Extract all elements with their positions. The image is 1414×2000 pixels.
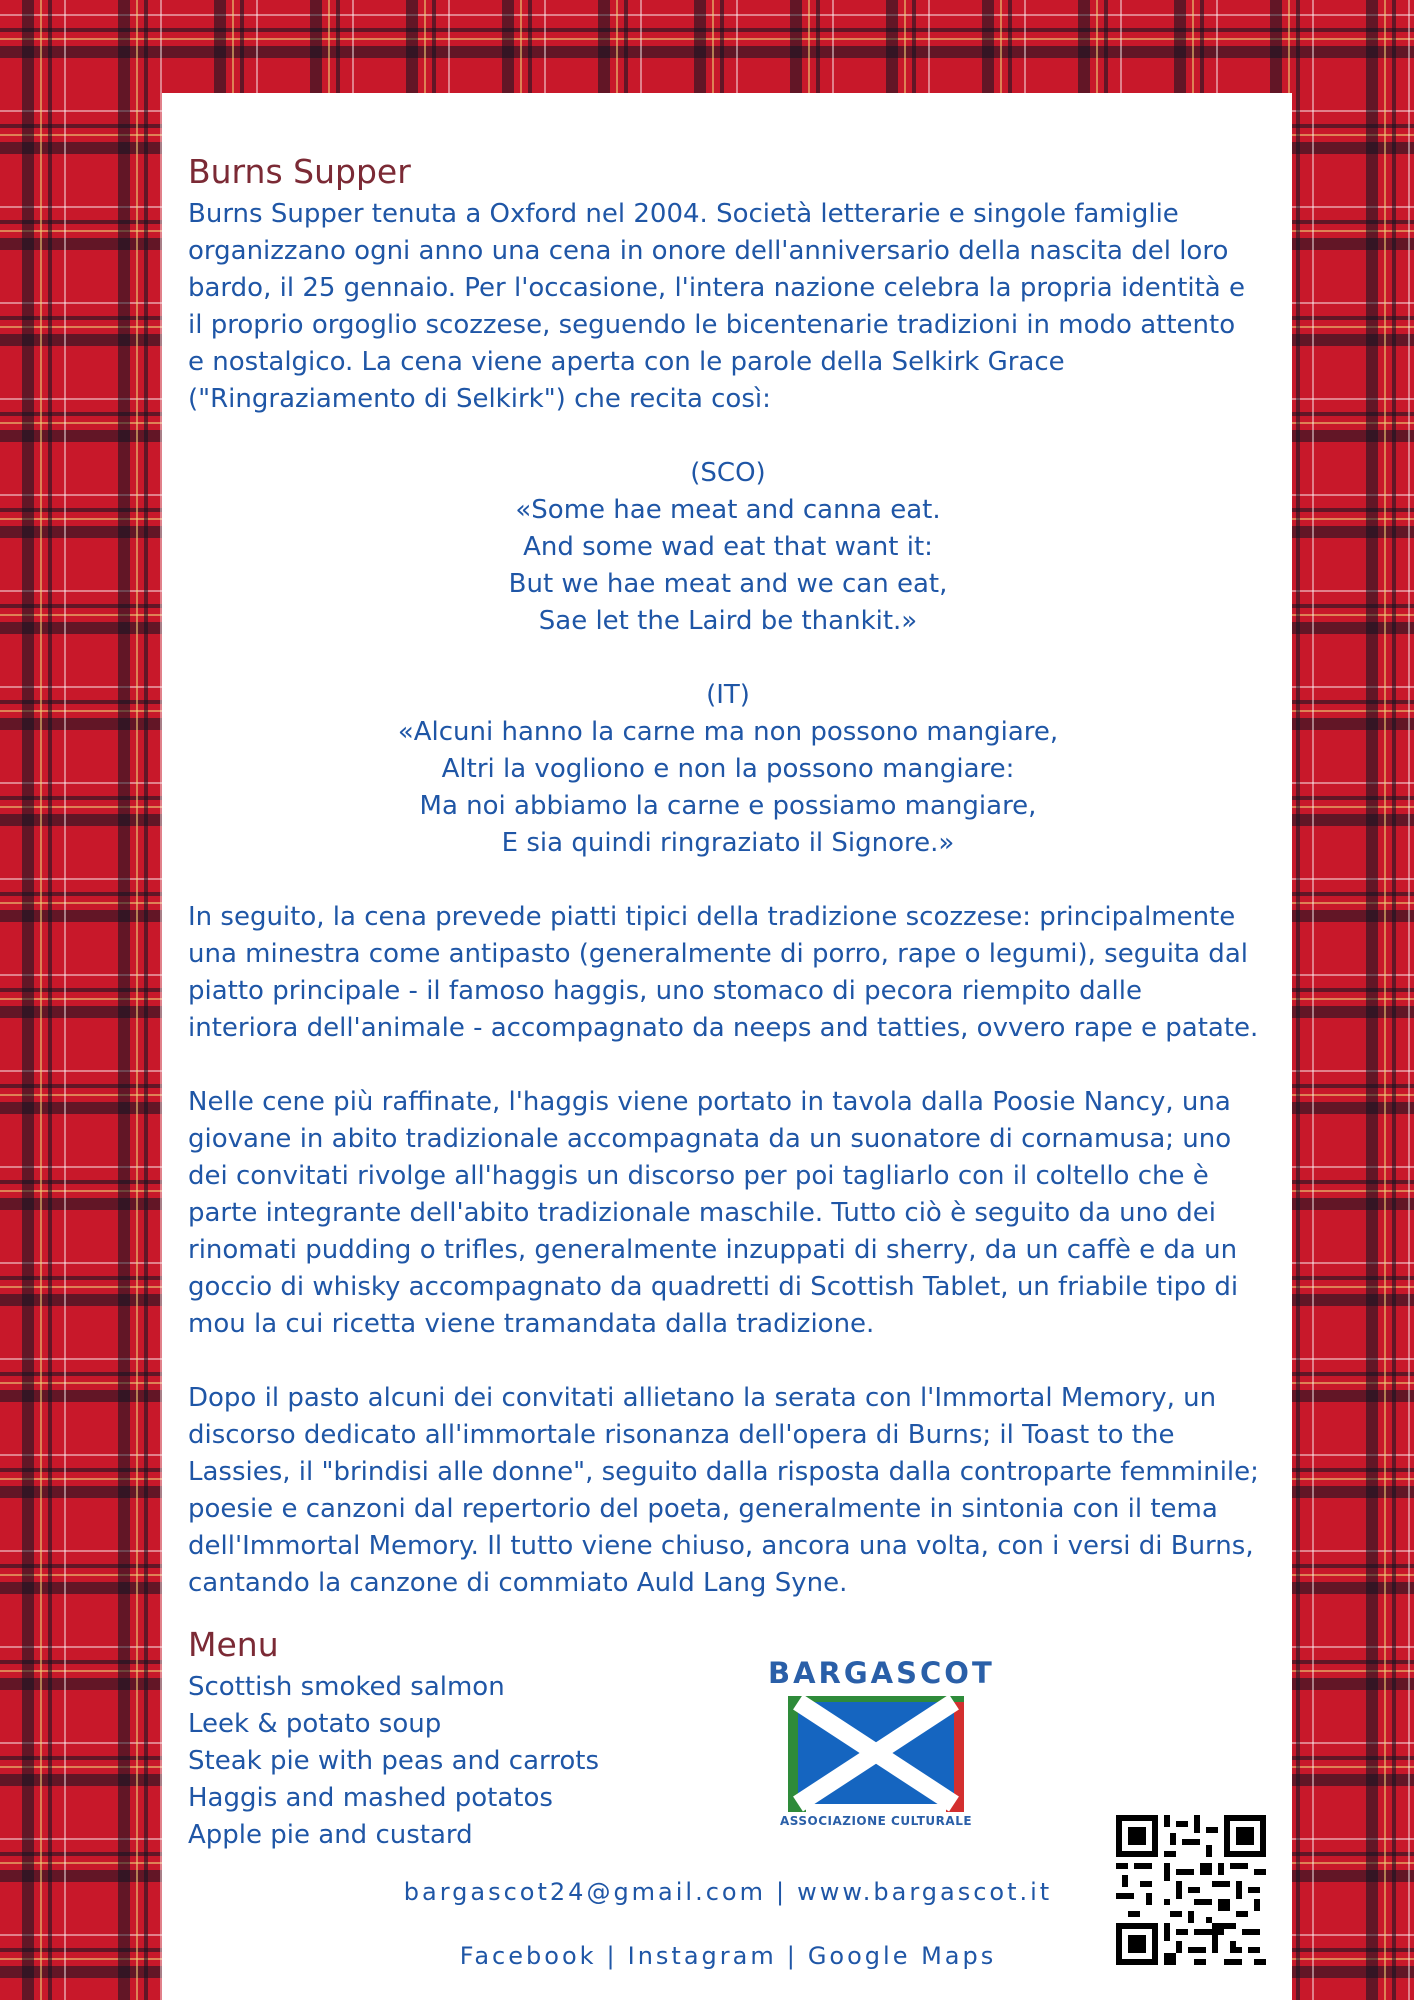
- flag-icon: [788, 1696, 964, 1812]
- qr-code-icon[interactable]: [1116, 1815, 1266, 1965]
- after-dinner-paragraph: [188, 1380, 1268, 1602]
- paragraph-line: Lassies, il "brindisi alle donne", seguito dalla risposta dalla controparte femminile;: [188, 1457, 1259, 1487]
- bargascot-logo: [768, 1656, 995, 1836]
- contact-line: [188, 1878, 1268, 1906]
- separator: |: [786, 1942, 798, 1970]
- poem-line: But we hae meat and we can eat,: [508, 569, 948, 599]
- paragraph-line: piatto principale - il famoso haggis, uno stomaco di pecora riempito dalle: [188, 976, 1142, 1006]
- paragraph-line: Dopo il pasto alcuni dei convitati allietano la serata con l'Immortal Memory, un: [188, 1383, 1217, 1413]
- intro-line: Burns Supper tenuta a Oxford nel 2004. Società letterarie e singole famiglie: [188, 199, 1179, 229]
- intro-line: e nostalgico. La cena viene aperta con le parole della Selkirk Grace: [188, 347, 1065, 377]
- poem-italian: [188, 677, 1268, 862]
- intro-line: organizzano ogni anno una cena in onore dell'anniversario della nascita del loro: [188, 236, 1229, 266]
- intro-paragraph: [188, 196, 1268, 418]
- google-maps-link[interactable]: Google Maps: [807, 1942, 997, 1970]
- paragraph-line: mou la cui ricetta viene tramandata dalla tradizione.: [188, 1309, 875, 1339]
- paragraph-line: In seguito, la cena prevede piatti tipici della tradizione scozzese: principalmente: [188, 902, 1236, 932]
- instagram-link[interactable]: Instagram: [627, 1942, 777, 1970]
- paragraph-line: una minestra come antipasto (generalmente di porro, rape o legumi), seguita dal: [188, 939, 1248, 969]
- poem-language-label: (SCO): [690, 458, 766, 488]
- intro-line: il proprio orgoglio scozzese, seguendo le bicentenarie tradizioni in modo attento: [188, 310, 1236, 340]
- separator: |: [606, 1942, 618, 1970]
- paragraph-line: dei convitati rivolge all'haggis un discorso per poi tagliarlo con il coltello che è: [188, 1161, 1209, 1191]
- paragraph-line: rinomati pudding o trifles, generalmente inzuppati di sherry, da un caffè e da un: [188, 1235, 1238, 1265]
- page-title: Burns Supper: [188, 152, 411, 191]
- poem-line: «Some hae meat and canna eat.: [515, 495, 941, 525]
- separator: |: [775, 1878, 788, 1906]
- social-links: [188, 1942, 1268, 1970]
- paragraph-line: dell'Immortal Memory. Il tutto viene chiuso, ancora una volta, con i versi di Burns,: [188, 1531, 1254, 1561]
- poem-language-label: (IT): [706, 680, 750, 710]
- intro-line: bardo, il 25 gennaio. Per l'occasione, l'intera nazione celebra la propria identità e: [188, 273, 1245, 303]
- poem-scots: [188, 455, 1268, 640]
- logo-subtitle: ASSOCIAZIONE CULTURALE: [779, 1814, 973, 1828]
- facebook-link[interactable]: Facebook: [459, 1942, 597, 1970]
- paragraph-line: poesie e canzoni dal repertorio del poeta, generalmente in sintonia con il tema: [188, 1494, 1218, 1524]
- website-link[interactable]: www.bargascot.it: [797, 1878, 1053, 1906]
- poem-line: Ma noi abbiamo la carne e possiamo mangiare,: [419, 791, 1037, 821]
- menu-list: [188, 1669, 599, 1854]
- menu-item: Apple pie and custard: [188, 1820, 473, 1850]
- menu-item: Scottish smoked salmon: [188, 1672, 505, 1702]
- paragraph-line: Nelle cene più raffinate, l'haggis viene portato in tavola dalla Poosie Nancy, una: [188, 1087, 1231, 1117]
- poem-line: Altri la vogliono e non la possono mangiare:: [441, 754, 1015, 784]
- poem-line: And some wad eat that want it:: [523, 532, 933, 562]
- poem-line: «Alcuni hanno la carne ma non possono mangiare,: [397, 717, 1059, 747]
- paragraph-line: discorso dedicato all'immortale risonanza dell'opera di Burns; il Toast to the: [188, 1420, 1175, 1450]
- menu-item: Steak pie with peas and carrots: [188, 1746, 600, 1776]
- dishes-paragraph: [188, 899, 1268, 1047]
- haggis-paragraph: [188, 1084, 1268, 1343]
- paragraph-line: giovane in abito tradizionale accompagnata da un suonatore di cornamusa; uno: [188, 1124, 1232, 1154]
- paragraph-line: cantando la canzone di commiato Auld Lang Syne.: [188, 1568, 848, 1598]
- menu-item: Leek & potato soup: [188, 1709, 442, 1739]
- paragraph-line: parte integrante dell'abito tradizionale maschile. Tutto ciò è seguito da uno dei: [188, 1198, 1217, 1228]
- menu-item: Haggis and mashed potatos: [188, 1783, 553, 1813]
- poem-line: Sae let the Laird be thankit.»: [538, 606, 918, 636]
- poem-line: E sia quindi ringraziato il Signore.»: [501, 828, 955, 858]
- intro-line: ("Ringraziamento di Selkirk") che recita così:: [188, 384, 771, 414]
- logo-title: BARGASCOT: [768, 1656, 995, 1690]
- email-link[interactable]: bargascot24@gmail.com: [403, 1878, 766, 1906]
- menu-title: Menu: [188, 1625, 279, 1664]
- paragraph-line: interiora dell'animale - accompagnato da neeps and tatties, ovvero rape e patate.: [188, 1013, 1259, 1043]
- paragraph-line: goccio di whisky accompagnato da quadretti di Scottish Tablet, un friabile tipo di: [188, 1272, 1239, 1302]
